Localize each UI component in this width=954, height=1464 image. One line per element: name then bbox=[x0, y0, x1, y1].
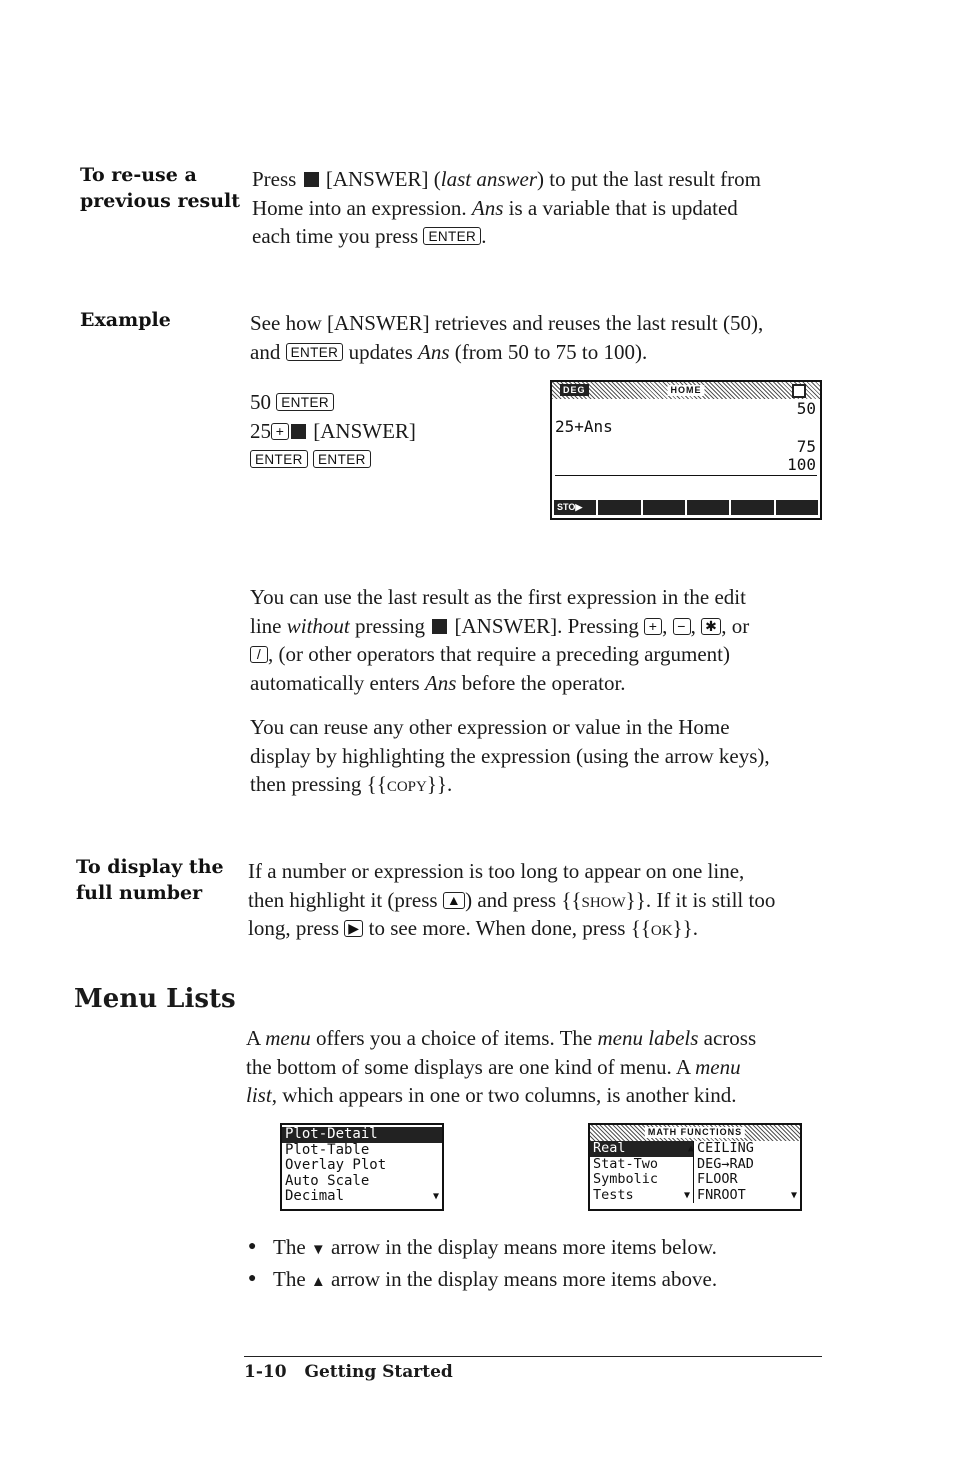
menu-item[interactable]: Symbolic bbox=[593, 1171, 659, 1187]
menu-item[interactable]: Plot-Detail bbox=[282, 1127, 442, 1143]
softkey-empty[interactable] bbox=[687, 500, 729, 515]
reuse-expression-paragraph: You can reuse any other expression or value in the Home display by highlighting the expression (using the arrow keys), then pressing {{copy}}. bbox=[250, 715, 770, 796]
sidehead-reuse: To re-use a previous result bbox=[80, 164, 241, 212]
chapter-title: Getting Started bbox=[304, 1362, 453, 1382]
menu-lists-paragraph: A menu offers you a choice of items. The menu labels across the bottom of some displays are one kind of menu. A menu list, which appears in one or two columns, is another kind. bbox=[246, 1026, 757, 1107]
menu-columns bbox=[590, 1141, 800, 1203]
example-paragraph: See how [ANSWER] retrieves and reuses the last result (50), and ENTER updates Ans (from 50 to 75 to 100). bbox=[250, 311, 764, 364]
down-arrow-icon: ▼ bbox=[790, 1189, 797, 1201]
up-arrow-key: ▲ bbox=[443, 892, 465, 909]
angle-mode-badge: DEG bbox=[560, 384, 589, 396]
shift-key-icon bbox=[291, 424, 306, 439]
enter-key: ENTER bbox=[423, 227, 481, 245]
lastresult-paragraph: You can use the last result as the first expression in the edit line without pressing [ANSWER]. Pressing + , − , ✱ , or / , (or other operators that require a preceding argument) automatically enters Ans before the operator. bbox=[250, 585, 750, 695]
sidehead-full-number: To display the full number bbox=[76, 856, 224, 904]
battery-icon bbox=[792, 384, 806, 398]
shift-key-icon bbox=[304, 172, 319, 187]
screen-title: MATH FUNCTIONS bbox=[645, 1127, 745, 1138]
bullet-icon: ● bbox=[248, 1270, 257, 1286]
reuse-paragraph: Press [ANSWER] (last answer) to put the last result from Home into an expression. Ans is a variable that is updated each time you press ENTER . bbox=[252, 167, 761, 248]
enter-key: ENTER bbox=[250, 450, 308, 468]
menu-column-right bbox=[694, 1141, 800, 1203]
plus-key: + bbox=[271, 423, 289, 440]
right-arrow-key: ▶ bbox=[344, 920, 363, 937]
softkey-sto[interactable]: STO▶ bbox=[554, 500, 596, 515]
page-number: 1-10 bbox=[244, 1362, 287, 1382]
down-arrow-icon: ▼ bbox=[432, 1191, 439, 1202]
history-result: 100 bbox=[787, 455, 816, 474]
enter-key: ENTER bbox=[286, 343, 344, 361]
menu-item[interactable]: Overlay Plot bbox=[285, 1157, 387, 1173]
list-item: ● The ▼ arrow in the display means more items below. bbox=[248, 1233, 868, 1265]
section-heading: Menu Lists bbox=[74, 984, 236, 1014]
menu-item[interactable]: Decimal ▼ bbox=[285, 1188, 439, 1204]
history-result: 50 bbox=[796, 399, 816, 418]
menu-item[interactable]: CEILING bbox=[697, 1140, 754, 1156]
enter-key: ENTER bbox=[313, 450, 371, 468]
divide-key: / bbox=[250, 646, 268, 663]
home-screen bbox=[550, 380, 822, 520]
down-arrow-icon: ▼ bbox=[683, 1189, 690, 1201]
menu-list-screen-double bbox=[588, 1123, 802, 1211]
up-arrow-icon: ▲ bbox=[687, 1143, 694, 1154]
softkey-empty[interactable] bbox=[598, 500, 640, 515]
menu-item[interactable]: FLOOR bbox=[697, 1171, 738, 1187]
menu-item[interactable]: Stat-Two bbox=[593, 1155, 659, 1172]
bullet-list bbox=[248, 1233, 868, 1296]
screen-title: HOME bbox=[668, 385, 705, 396]
enter-key: ENTER bbox=[276, 393, 334, 411]
screen-title-bar bbox=[590, 1125, 800, 1141]
minus-key: − bbox=[673, 618, 691, 635]
up-arrow-icon: ▲ bbox=[310, 1273, 326, 1290]
menu-column-left bbox=[590, 1141, 694, 1203]
multiply-key: ✱ bbox=[701, 618, 721, 635]
softkey-empty[interactable] bbox=[643, 500, 685, 515]
softkey-bar bbox=[554, 500, 818, 515]
screen-title-bar bbox=[552, 382, 820, 399]
menu-list-screen-single bbox=[280, 1123, 444, 1211]
history-expression: 25+Ans bbox=[555, 417, 613, 436]
menu-item[interactable]: Real ▲ bbox=[590, 1141, 693, 1157]
down-arrow-icon: ▼ bbox=[310, 1242, 326, 1258]
menu-item[interactable]: Plot-Table bbox=[285, 1141, 370, 1158]
menu-item[interactable]: DEG→RAD bbox=[697, 1155, 754, 1172]
footer-rule bbox=[244, 1356, 822, 1357]
softkey-empty[interactable] bbox=[776, 500, 818, 515]
footer bbox=[244, 1360, 453, 1384]
sidehead-example: Example bbox=[80, 309, 171, 331]
example-keystrokes: 50 ENTER 25 + [ANSWER] ENTER ENTER bbox=[250, 390, 416, 467]
history-result: 75 bbox=[796, 437, 816, 456]
plus-key: + bbox=[644, 618, 662, 635]
edit-line-divider bbox=[555, 475, 817, 476]
menu-item[interactable]: Auto Scale bbox=[285, 1172, 370, 1189]
softkey-empty[interactable] bbox=[731, 500, 773, 515]
menu-item[interactable]: Tests ▼ bbox=[593, 1186, 690, 1203]
menu-item[interactable]: FNROOT ▼ bbox=[697, 1186, 797, 1203]
shift-key-icon bbox=[432, 619, 447, 634]
list-item: ● The ▲ arrow in the display means more items above. bbox=[248, 1265, 868, 1297]
full-number-paragraph: If a number or expression is too long to appear on one line, then highlight it (press ▲ ) and press {{show}}. If it is still too long, press ▶ to see more. When done, press {{ok}}. bbox=[248, 859, 776, 940]
bullet-icon: ● bbox=[248, 1239, 257, 1254]
